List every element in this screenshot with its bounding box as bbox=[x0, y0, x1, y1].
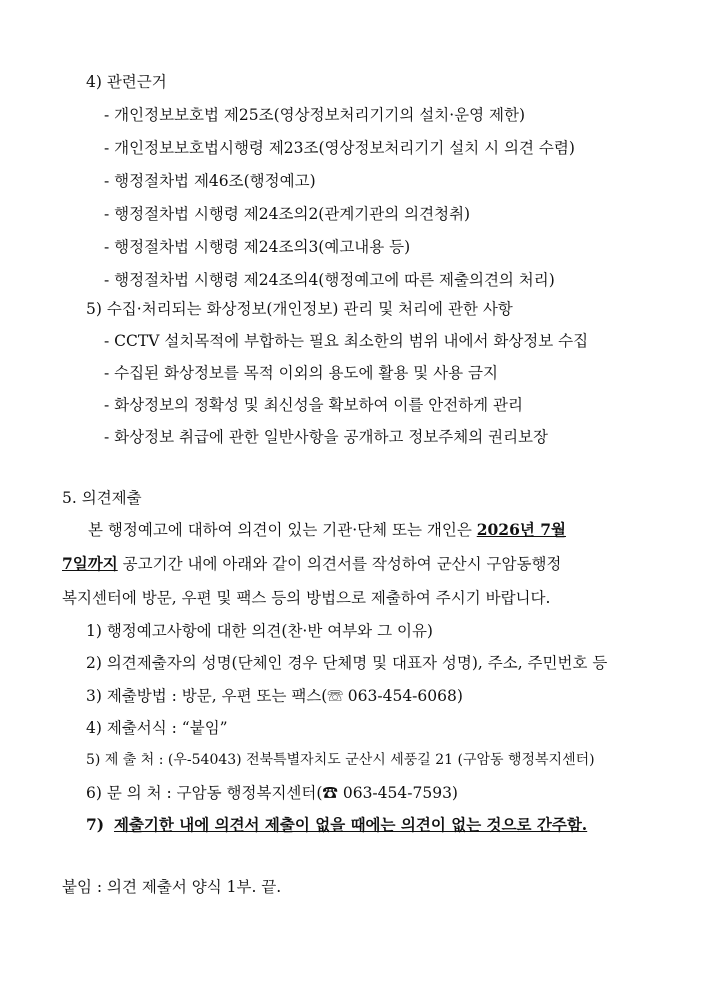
opinion-item: 1) 행정예고사항에 대한 의견(찬·반 여부와 그 이유) bbox=[86, 622, 433, 640]
no-opinion-notice: 제출기한 내에 의견서 제출이 없을 때에는 의견이 없는 것으로 간주함. bbox=[113, 815, 588, 834]
basis-item: - 행정절차법 시행령 제24조의2(관계기관의 의견청취) bbox=[104, 205, 471, 223]
opinion-item-7 bbox=[86, 814, 587, 836]
deadline-text: 2026년 7월 bbox=[476, 520, 567, 539]
basis-item: - 행정절차법 시행령 제24조의4(행정예고에 따른 제출의견의 처리) bbox=[104, 271, 555, 289]
opinion-text: 본 행정예고에 대하여 의견이 있는 기관·단체 또는 개인은 bbox=[88, 521, 477, 539]
basis-item: - 행정절차법 제46조(행정예고) bbox=[104, 172, 316, 190]
opinion-item: 3) 제출방법 : 방문, 우편 또는 팩스(☏ 063-454-6068) bbox=[86, 687, 463, 705]
management-item: - CCTV 설치목적에 부합하는 필요 최소한의 범위 내에서 화상정보 수집 bbox=[104, 332, 589, 350]
basis-item: - 행정절차법 시행령 제24조의3(예고내용 등) bbox=[104, 238, 411, 256]
opinion-item: 2) 의견제출자의 성명(단체인 경우 단체명 및 대표자 성명), 주소, 주민번호 등 bbox=[86, 654, 608, 672]
management-item: - 화상정보 취급에 관한 일반사항을 공개하고 정보주체의 권리보장 bbox=[104, 428, 548, 446]
opinion-text: 공고기간 내에 아래와 같이 의견서를 작성하여 군산시 구암동행정 bbox=[117, 555, 562, 573]
opinion-paragraph-line bbox=[88, 519, 566, 541]
opinion-paragraph-line bbox=[62, 553, 561, 575]
opinion-item: 4) 제출서식 : “붙임” bbox=[86, 719, 228, 737]
attachment-line: 붙임 : 의견 제출서 양식 1부. 끝. bbox=[62, 878, 282, 896]
opinion-paragraph-line: 복지센터에 방문, 우편 및 팩스 등의 방법으로 제출하여 주시기 바랍니다. bbox=[62, 589, 551, 607]
opinion-heading: 5. 의견제출 bbox=[62, 489, 142, 507]
management-item: - 수집된 화상정보를 목적 이외의 용도에 활용 및 사용 금지 bbox=[104, 364, 498, 382]
basis-heading: 4) 관련근거 bbox=[86, 73, 167, 91]
management-heading: 5) 수집·처리되는 화상정보(개인정보) 관리 및 처리에 관한 사항 bbox=[86, 300, 513, 318]
management-item: - 화상정보의 정확성 및 최신성을 확보하여 이를 안전하게 관리 bbox=[104, 396, 523, 414]
opinion-item: 5) 제 출 처 : (우-54043) 전북특별자치도 군산시 세풍길 21 (구암동 행정복지센터) bbox=[86, 752, 595, 768]
item-number: 7) bbox=[86, 815, 105, 834]
opinion-item: 6) 문 의 처 : 구암동 행정복지센터(☎ 063-454-7593) bbox=[86, 784, 458, 802]
deadline-text: 7일까지 bbox=[62, 554, 118, 573]
basis-item: - 개인정보보호법 제25조(영상정보처리기기의 설치·운영 제한) bbox=[104, 106, 526, 124]
basis-item: - 개인정보보호법시행령 제23조(영상정보처리기기 설치 시 의견 수렴) bbox=[104, 139, 575, 157]
